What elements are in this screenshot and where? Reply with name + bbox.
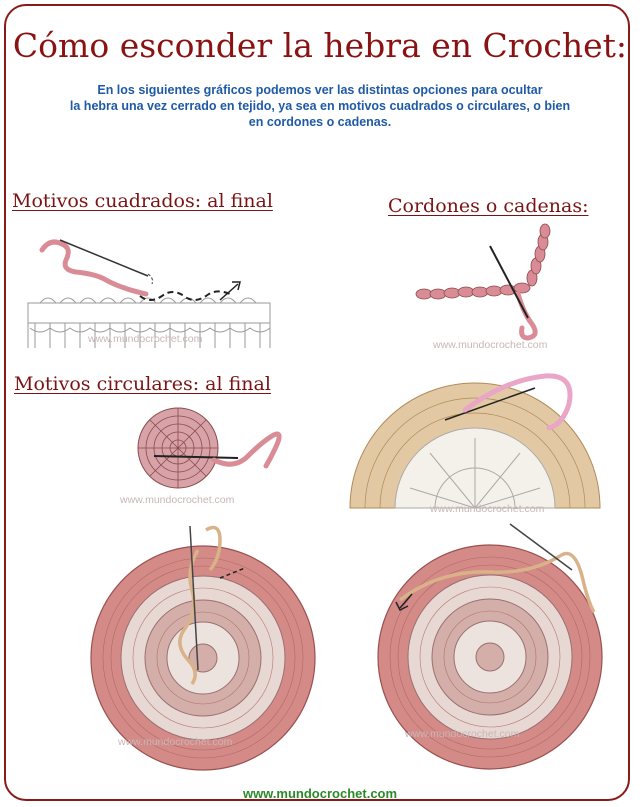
watermark-half-circle: www.mundocrochet.com bbox=[430, 503, 545, 515]
intro-text bbox=[30, 82, 610, 130]
heading-square-motifs: Motivos cuadrados: al final bbox=[12, 190, 273, 212]
heading-circular-motifs: Motivos circulares: al final bbox=[14, 373, 271, 395]
intro-line-3: en cordones o cadenas. bbox=[248, 115, 392, 129]
half-circle-motif-illustration bbox=[335, 368, 635, 518]
cord-chain-illustration bbox=[410, 222, 580, 347]
page-title: Cómo esconder la hebra en Crochet: bbox=[12, 26, 628, 65]
watermark-square: www.mundocrochet.com bbox=[88, 333, 203, 345]
intro-line-1: En los siguientes gráficos podemos ver las distintas opciones para ocultar bbox=[97, 83, 543, 97]
watermark-large-left: www.mundocrochet.com bbox=[118, 736, 233, 748]
watermark-large-right: www.mundocrochet.com bbox=[405, 728, 520, 740]
heading-cords-chains: Cordones o cadenas: bbox=[388, 195, 589, 217]
intro-line-2: la hebra una vez cerrado en tejido, ya sea en motivos cuadrados o circulares, o bien bbox=[69, 99, 571, 113]
watermark-small-circle: www.mundocrochet.com bbox=[120, 494, 235, 506]
small-circular-motif-illustration bbox=[130, 400, 300, 495]
footer-url: www.mundocrochet.com bbox=[242, 786, 398, 801]
watermark-cord: www.mundocrochet.com bbox=[433, 339, 548, 351]
